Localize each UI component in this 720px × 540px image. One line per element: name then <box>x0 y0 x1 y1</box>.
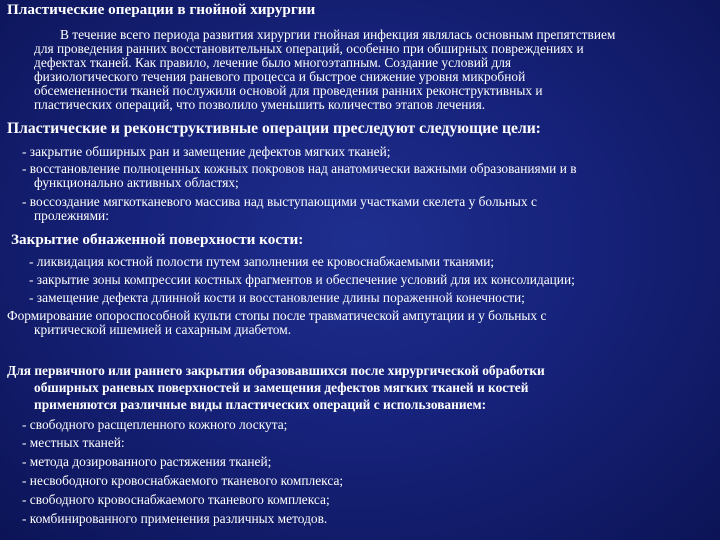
goal-item-1: - закрытие обширных ран и замещение дефектов мягких тканей; <box>22 144 391 159</box>
method-item-3: - метода дозированного растяжения тканей; <box>22 454 272 469</box>
method-item-4: - несвободного кровоснабжаемого тканевого комплекса; <box>22 473 344 488</box>
method-item-2: - местных тканей: <box>22 435 125 450</box>
methods-heading-line-1: Для первичного или раннего закрытия образовавшихся после хирургической обработки <box>7 363 545 378</box>
intro-line-6: пластических операций, что позволило уменьшить количество этапов лечения. <box>34 97 486 112</box>
bone-item-1: - ликвидация костной полости путем заполнения ее кровоснабжаемыми тканями; <box>29 254 495 269</box>
slide-title: Пластические операции в гнойной хирургии <box>7 1 316 18</box>
method-item-6: - комбинированного применения различных методов. <box>22 511 328 526</box>
bone-item-3: - замещение дефекта длинной кости и восстановление длины пораженной конечности; <box>29 290 525 305</box>
bone-item-2: - закрытие зоны компрессии костных фрагментов и обеспечение условий для их консолидации; <box>29 272 575 287</box>
stump-line-1: Формирование опороспособной культи стопы после травматической ампутации и у больных с <box>7 308 547 323</box>
bone-heading: Закрытие обнаженной поверхности кости: <box>11 231 304 248</box>
intro-line-1: В течение всего периода развития хирургии гнойная инфекция являлась основным препятствием <box>60 27 616 42</box>
stump-line-2: критической ишемией и сахарным диабетом. <box>34 322 292 337</box>
method-item-5: - свободного кровоснабжаемого тканевого комплекса; <box>22 492 330 507</box>
goals-heading: Пластические и реконструктивные операции преследуют следующие цели: <box>7 120 541 137</box>
intro-line-3: дефектах тканей. Как правило, лечение было многоэтапным. Создание условий для <box>34 55 512 70</box>
intro-line-2: для проведения ранних восстановительных операций, особенно при обширных повреждениях и <box>34 41 584 56</box>
method-item-1: - свободного расщепленного кожного лоскута; <box>22 417 288 432</box>
intro-line-4: физиологического течения раневого процесса и быстрое снижение уровня микробной <box>34 69 526 84</box>
goal-item-3-cont: пролежнями: <box>34 208 109 223</box>
goal-item-2: - восстановление полноценных кожных покровов над анатомически важными образованиями и в <box>22 161 577 176</box>
goal-item-3: - воссоздание мягкотканевого массива над выступающими участками скелета у больных с <box>22 194 537 209</box>
methods-heading-line-3: применяются различные виды пластических операций с использованием: <box>34 397 487 412</box>
goal-item-2-cont: функционально активных областях; <box>34 175 239 190</box>
methods-heading-line-2: обширных раневых поверхностей и замещения дефектов мягких тканей и костей <box>34 380 529 395</box>
intro-line-5: обсемененности тканей послужили основой для проведения ранних реконструктивных и <box>34 83 543 98</box>
